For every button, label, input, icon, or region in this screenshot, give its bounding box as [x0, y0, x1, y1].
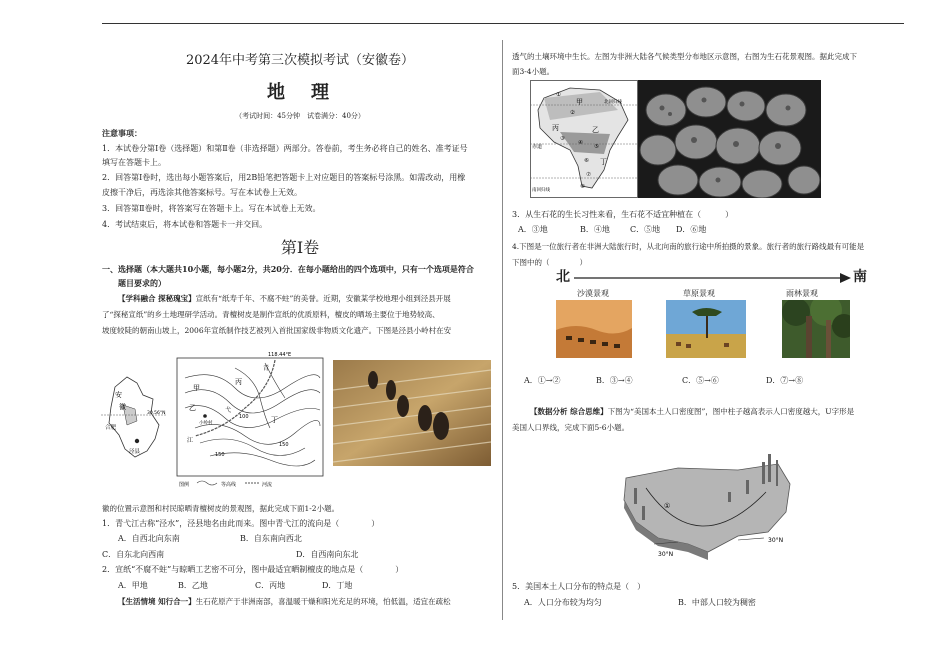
africa-marker: ① [556, 92, 561, 98]
point-label: 丁 [271, 416, 278, 424]
map-label: 安 [115, 391, 122, 399]
passage-xuanzhi [118, 292, 451, 305]
q3-option: D．⑥地 [676, 225, 707, 234]
passage-tag: 【数据分析 综合思维】 [530, 407, 608, 416]
notice-heading: 注意事项： [102, 128, 142, 138]
q4-stem: 4.下图是一位旅行者在非洲大陆旅行时，从北向南的旅行途中所拍摄的景象。旅行者的旅行路线最有可能是 [512, 242, 865, 251]
line-label: 赤道 [532, 144, 543, 150]
africa-marker: ② [570, 110, 575, 116]
africa-marker: ⑧ [580, 184, 585, 190]
legend-item: 河流 [262, 482, 273, 488]
africa-climate-map [530, 80, 638, 198]
notice-line: 3．回答第Ⅱ卷时，将答案写在答题卡上。写在本试卷上无效。 [102, 204, 321, 213]
q1-option: D．自西南向东北 [296, 550, 359, 559]
river-label: 弋 [225, 407, 232, 414]
passage-text: 了“探秘宣纸”的乡土地理研学活动。青檀树皮是制作宣纸的优质原料，檀皮的晒场主要位于地势较高、 [102, 310, 440, 319]
notice-line: 2．回答第Ⅰ卷时，选出每小题答案后，用2B铅笔把答题卡上对应题目的答案标号涂黑。如需改动，用橡 [102, 173, 466, 182]
top-rule [102, 23, 904, 24]
passage-text: 宣纸有“纸寿千年、不腐不蛀”的美誉。近期，安徽某学校地理小组到泾县开展 [195, 294, 451, 303]
desert-photo [556, 300, 632, 358]
notice-line: 皮擦干净后，再选涂其他答案标号。写在本试卷上无效。 [102, 188, 302, 197]
passage-text: 面3-4小题。 [512, 67, 555, 76]
savanna-photo [666, 300, 746, 358]
passage-shenghuo [118, 595, 451, 608]
caption-savanna: 草原景观 [683, 289, 715, 298]
q4-stem: 下图中的（ ） [512, 258, 587, 267]
line-label: 南回归线 [532, 188, 550, 193]
lithops-photo [638, 80, 821, 198]
map-label: 徽 [119, 403, 126, 411]
rainforest-photo [782, 300, 850, 358]
q1-option: C．自东北向西南 [102, 550, 165, 559]
contour-value: 100 [239, 414, 249, 420]
q3-option: C．⑤地 [630, 225, 661, 234]
caption-rainforest: 雨林景观 [786, 289, 818, 298]
passage-data [530, 405, 854, 418]
lat-label: 30°N [658, 551, 674, 558]
section-intro: 一、选择题（本大题共10小题，每小题2分，共20分．在每小题给出的四个选项中，只有一个选项是符合 [102, 264, 474, 274]
africa-marker: ⑤ [594, 144, 599, 150]
anhui-location-map [97, 365, 175, 465]
zone-label: 甲 [576, 98, 583, 106]
north-label: 北 [556, 269, 570, 285]
exam-title: 2024年中考第三次模拟考试（安徽卷） [185, 53, 415, 68]
q5-option: A．人口分布较为均匀 [524, 598, 602, 607]
passage-text: 透气的土壤环境中生长。左图为非洲大陆各气候类型分布地区示意图，右图为生石花景观图。据此完成下 [512, 52, 857, 61]
column-divider [502, 40, 503, 620]
q2-option: C．丙地 [255, 581, 286, 590]
q4-option: A．①→② [524, 376, 561, 385]
point-label: 丙 [235, 378, 242, 386]
africa-marker: ⑦ [586, 172, 591, 178]
south-label: 南 [853, 269, 867, 285]
notice-line: 1．本试卷分第Ⅰ卷（选择题）和第Ⅱ卷（非选择题）两部分。答卷前，考生务必将自己的姓名、准考证号 [102, 144, 468, 153]
zone-label: 丁 [600, 158, 607, 166]
q3-option: B．④地 [580, 225, 610, 234]
lat-label: 30.56°N [147, 411, 166, 416]
q2-option: A．甲地 [118, 581, 148, 590]
point-label: 甲 [193, 384, 200, 392]
q4-option: C．⑤→⑥ [682, 376, 719, 385]
legend-item: 等高线 [221, 482, 237, 488]
africa-marker: ⑥ [584, 158, 589, 164]
section-title: 第Ⅰ卷 [280, 238, 320, 257]
notice-line: 填写在答题卡上。 [102, 158, 166, 167]
bark-drying-photo [333, 360, 491, 466]
q3-option: A．③地 [518, 225, 548, 234]
contour-value: 150 [279, 442, 289, 448]
lon-label: 118.44°E [268, 352, 292, 358]
q1-option: A．自西北向东南 [118, 534, 180, 543]
passage-text: 生石花原产于非洲南部，喜温暖干燥和阳光充足的环境，怕低温，适宜在疏松 [195, 597, 451, 606]
zone-label: 乙 [592, 126, 599, 134]
lat-label: 30°N [768, 537, 784, 544]
contour-map [175, 348, 325, 493]
map-label: 泾县 [129, 449, 141, 455]
q5-option: B．中部人口较为稠密 [678, 598, 756, 607]
section-intro: 题目要求的） [118, 278, 166, 288]
passage-text: 下图为“美国本土人口密度图”，图中柱子越高表示人口密度越大，U字形是 [607, 407, 855, 416]
passage-text: 徽的位置示意图和村民晾晒青檀树皮的景观图，据此完成下面1-2小题。 [102, 504, 340, 513]
village-label: 小岭村 [199, 421, 213, 426]
point-label: 乙 [189, 404, 196, 412]
q2-option: D．丁地 [322, 581, 353, 590]
passage-text: 坡度较陡的朝南山坡上，2006年宣纸制作技艺被列入首批国家级非物质文化遗产。下图是泾县小岭村在安 [102, 326, 452, 335]
line-label: 北回归线 [604, 100, 622, 105]
notice-line: 4．考试结束后，将本试卷和答题卡一并交回。 [102, 220, 268, 229]
region-marker: ① [664, 502, 671, 510]
q4-option: D．⑦→⑧ [766, 376, 804, 385]
q2-option: B．乙地 [178, 581, 208, 590]
q5-stem: 5．美国本土人口分布的特点是（ ） [512, 582, 646, 591]
q1-stem: 1．青弋江古称“泾水”，泾县地名由此而来。图中青弋江的流向是（ ） [102, 519, 380, 528]
us-population-density-map [618, 452, 798, 564]
contour-value: 150 [215, 452, 225, 458]
subject-title: 地 理 [267, 82, 333, 103]
africa-marker: ④ [578, 140, 583, 146]
map-label: 合肥 [105, 425, 117, 431]
river-label: 青 [263, 365, 270, 372]
north-south-arrow [574, 272, 852, 284]
zone-label: 丙 [552, 124, 559, 132]
passage-tag: 【学科融合 探秘瑰宝】 [118, 294, 196, 303]
q4-option: B．③→④ [596, 376, 633, 385]
legend-title: 图例 [179, 482, 190, 488]
passage-tag: 【生活情境 知行合一】 [118, 597, 196, 606]
q1-option: B．自东南向西北 [240, 534, 302, 543]
passage-text: 美国人口界线，完成下面5-6小题。 [512, 423, 630, 432]
river-label: 江 [187, 437, 194, 444]
africa-marker: ③ [560, 136, 565, 142]
caption-desert: 沙漠景观 [577, 289, 609, 298]
q2-stem: 2．宣纸“不腐不蛀”与晾晒工艺密不可分，图中最适宜晒制檀皮的地点是（ ） [102, 565, 404, 574]
exam-info: （考试时间：45分钟 试卷满分：40分） [235, 112, 365, 120]
q3-stem: 3．从生石花的生长习性来看，生石花不适宜种植在（ ） [512, 210, 734, 219]
